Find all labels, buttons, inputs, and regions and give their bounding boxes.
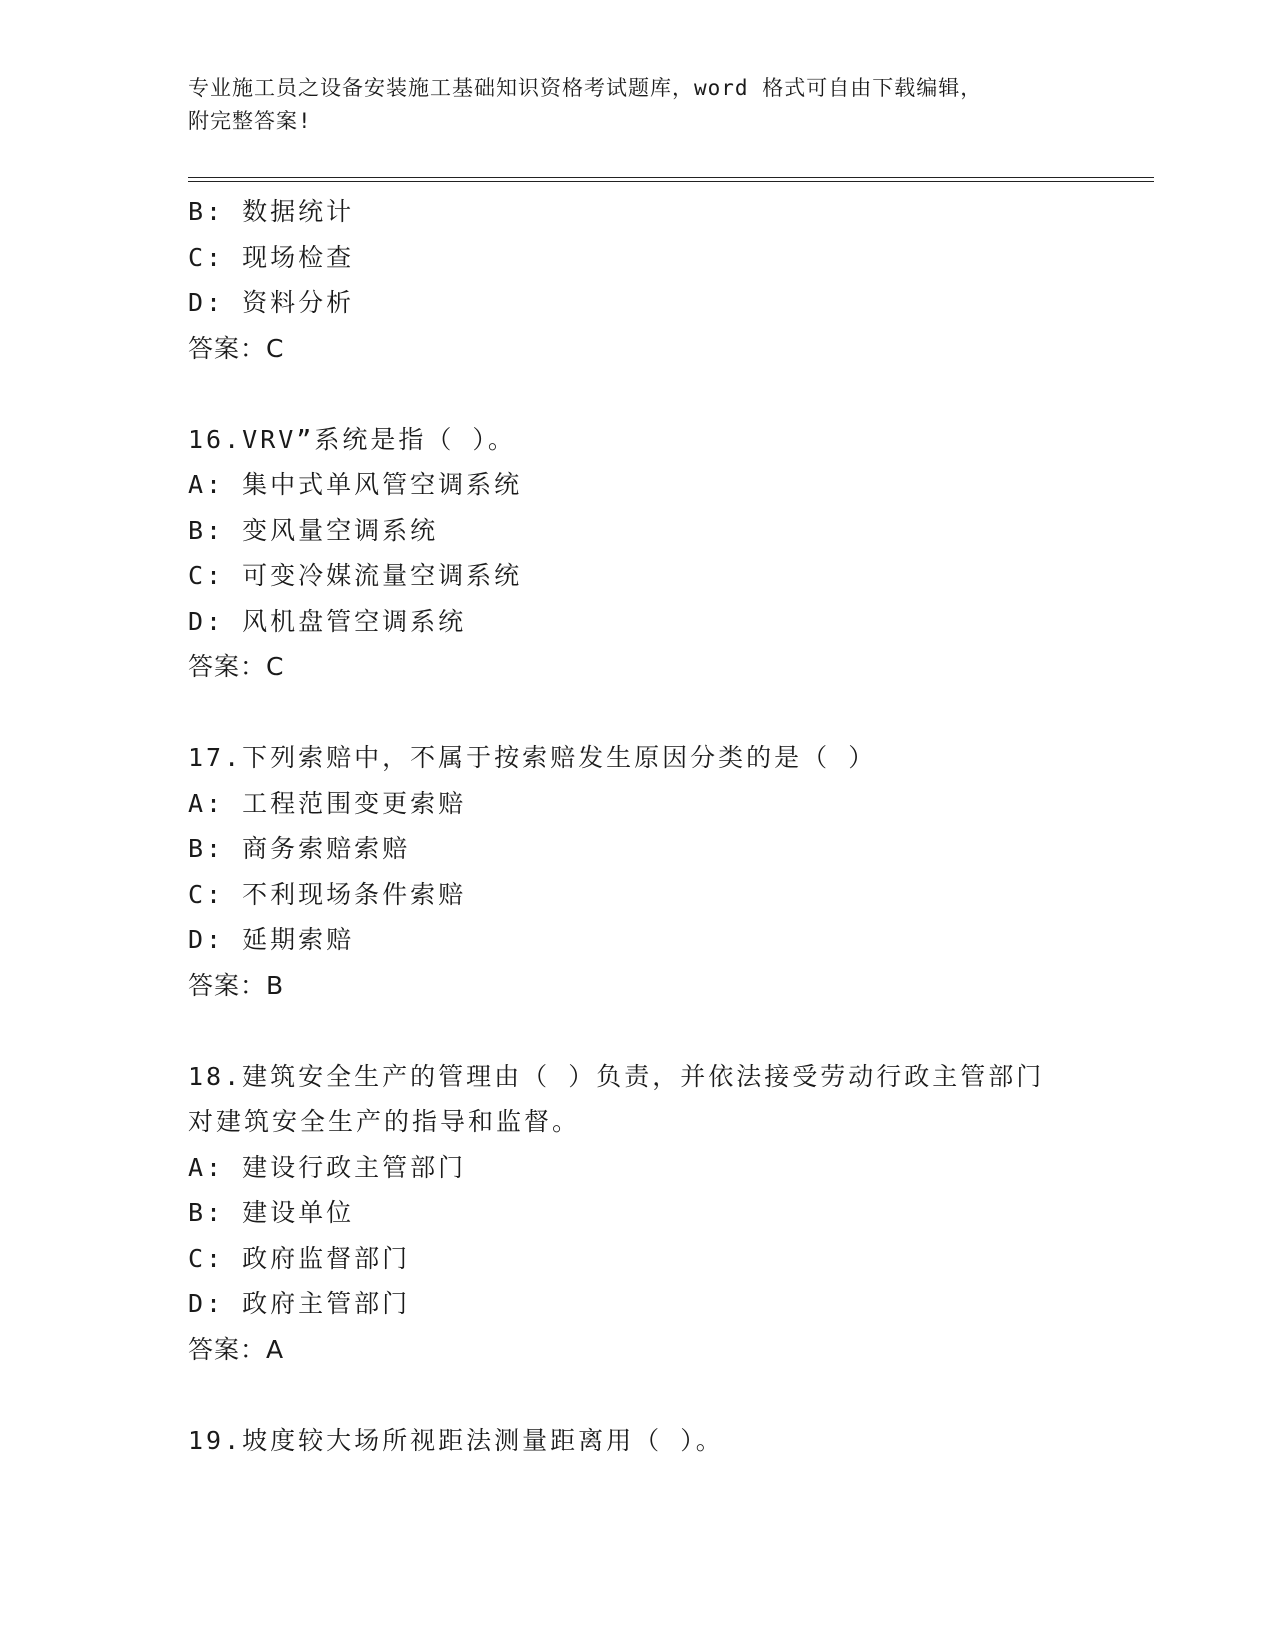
answer-line: 答案：A bbox=[188, 1334, 285, 1364]
header-line-2: 附完整答案! bbox=[188, 109, 312, 133]
document-header bbox=[188, 72, 1088, 138]
option-b: B: 变风量空调系统 bbox=[188, 515, 439, 545]
answer-line: 答案：B bbox=[188, 970, 285, 1000]
question-list bbox=[188, 189, 1088, 1463]
spacer bbox=[188, 690, 1088, 736]
option-c: C: 可变冷媒流量空调系统 bbox=[188, 561, 523, 590]
option-c: C: 现场检查 bbox=[188, 242, 355, 272]
spacer bbox=[188, 1008, 1088, 1054]
question-19 bbox=[188, 1418, 1088, 1464]
answer-line: 答案：C bbox=[188, 652, 285, 681]
option-a: A: 集中式单风管空调系统 bbox=[188, 470, 523, 499]
question-stem-line-1: 18.建筑安全生产的管理由（ ）负责，并依法接受劳动行政主管部门 bbox=[188, 1061, 1045, 1091]
question-stem: 17.下列索赔中，不属于按索赔发生原因分类的是（ ） bbox=[188, 743, 877, 772]
option-a: A: 建设行政主管部门 bbox=[188, 1152, 467, 1182]
option-d: D: 延期索赔 bbox=[188, 925, 355, 954]
question-16 bbox=[188, 417, 1088, 690]
question-17 bbox=[188, 735, 1088, 1008]
option-b: B: 商务索赔索赔 bbox=[188, 834, 411, 863]
option-a: A: 工程范围变更索赔 bbox=[188, 788, 467, 818]
header-line-1: 专业施工员之设备安装施工基础知识资格考试题库，word 格式可自由下载编辑， bbox=[188, 76, 983, 100]
question-18 bbox=[188, 1054, 1088, 1373]
option-c: C: 不利现场条件索赔 bbox=[188, 879, 467, 909]
option-b: B: 建设单位 bbox=[188, 1198, 355, 1227]
header-divider bbox=[188, 177, 1154, 182]
option-c: C: 政府监督部门 bbox=[188, 1243, 411, 1273]
answer-line: 答案：C bbox=[188, 333, 285, 363]
option-d: D: 资料分析 bbox=[188, 288, 355, 317]
question-stem-line-2: 对建筑安全生产的指导和监督。 bbox=[188, 1107, 581, 1136]
question-stem: 19.坡度较大场所视距法测量距离用（ ）。 bbox=[188, 1425, 724, 1455]
question-15-partial bbox=[188, 189, 1088, 371]
option-d: D: 政府主管部门 bbox=[188, 1289, 411, 1318]
spacer bbox=[188, 1372, 1088, 1418]
question-stem: 16.VRV”系统是指（ ）。 bbox=[188, 424, 516, 454]
option-b: B: 数据统计 bbox=[188, 197, 355, 226]
spacer bbox=[188, 371, 1088, 417]
option-d: D: 风机盘管空调系统 bbox=[188, 606, 467, 636]
